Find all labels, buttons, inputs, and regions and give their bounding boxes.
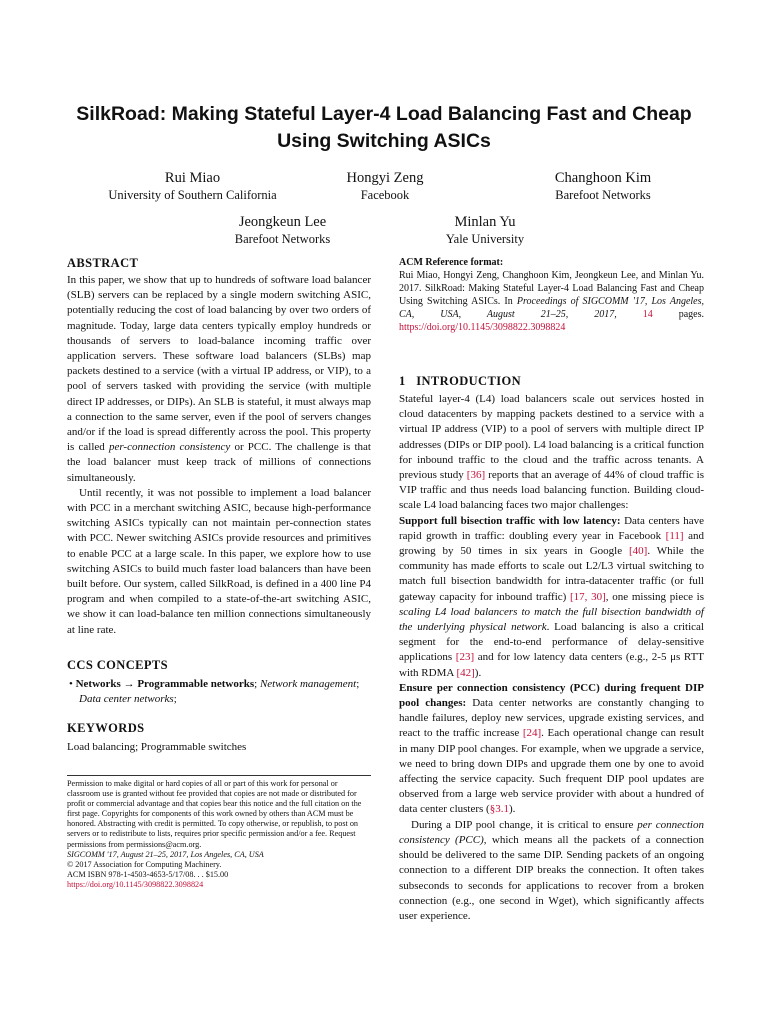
citation-link[interactable]: [23]: [455, 651, 475, 664]
intro-text: . Each operational change can result in many DIP pool changes. For example, when we upgrade a service, we need to bring down DIPs and upgrade them one by one to avoid affecting the service capacity. Such frequent DIP pool updates are observed from a large web service provider with about a hundred of data center clusters (: [399, 727, 705, 816]
intro-text: Data center networks are constantly changing to handle failures, deploy new services, upgrade existing services, and react to the traffic increase: [399, 697, 704, 740]
citation-link[interactable]: [24]: [522, 727, 542, 740]
ccs-separator: ;: [173, 693, 177, 706]
abstract-text: or PCC. The challenge is that the load balancer must keep track of millions of connections simultaneously.: [67, 441, 371, 484]
author-affiliation: Facebook: [360, 188, 410, 202]
author-block: [518, 170, 688, 204]
intro-emphasis: per connection consistency (PCC): [399, 818, 704, 846]
intro-text: and for low latency data centers (e.g., 2-5 μs RTT with RDMA: [399, 651, 705, 679]
reference-format-title: ACM Reference format:: [399, 257, 504, 268]
reference-format-heading: [399, 256, 704, 269]
citation-link[interactable]: [40]: [629, 545, 648, 558]
citation-link[interactable]: [36]: [466, 469, 486, 482]
intro-text: reports that an average of 44% of cloud traffic is VIP traffic and thus needs load balancing function. Building cloud-scale L4 load balancing faces two major challenges:: [399, 469, 704, 512]
author-block: [405, 214, 565, 248]
intro-text: Data centers have rapid growth in traffic: doubling every year in Facebook: [399, 514, 704, 542]
footnote-rule: [67, 775, 371, 776]
page-count-link[interactable]: 14: [642, 309, 653, 321]
introduction-heading: 1 INTRODUCTION: [399, 374, 522, 388]
intro-text: and growing by 50 times in six years in Google: [399, 529, 704, 558]
author-name: Changhoon Kim: [554, 170, 652, 186]
abstract-section: [67, 255, 371, 638]
author-name: Hongyi Zeng: [346, 170, 424, 186]
citation-link[interactable]: [11]: [665, 529, 684, 542]
paper-title: SilkRoad: Making Stateful Layer-4 Load Balancing Fast and Cheap Using Switching ASICs: [76, 103, 692, 152]
abstract-heading: ABSTRACT: [67, 256, 139, 270]
reference-format-text: [399, 269, 704, 334]
copyright-line: © 2017 Association for Computing Machinery.: [67, 859, 222, 869]
intro-text: Stateful layer-4 (L4) load balancers scale out services hosted in cloud datacenters by mapping packets destined to a service with a virtual IP address (VIP) to a pool of servers with multiple direct IP addresses (DIPs or DIP pool). L4 load balancing is a critical function for inbound traffic to the cloud and the traffic across tenants. A previous study: [399, 393, 704, 482]
abstract-paragraph: Until recently, it was not possible to implement a load balancer with PCC in a merchant switching ASIC, because high-performance switching ASICs typically can not maintain per-connection states with PCC. Newer switching ASICs provide resources and primitives to enable PCC at a large scale. In this paper, we explore how to use switching ASICs to build much faster load balancers than have been built before. Our system, called SilkRoad, is defined in a 400 line P4 program and when compiled to a state-of-the-art switching ASIC, we show it can load-balance ten million connections simultaneously at line rate.: [67, 486, 371, 636]
ccs-concept: Network management: [259, 678, 357, 690]
author-block: [200, 214, 365, 248]
intro-paragraph: [399, 514, 704, 681]
isbn-line: ACM ISBN 978-1-4503-4653-5/17/08. . . $15.00: [67, 869, 229, 879]
author-name: Jeongkeun Lee: [238, 214, 327, 230]
intro-paragraph: [399, 392, 704, 514]
author-block: [310, 170, 460, 204]
ccs-concept: Networks → Programmable networks: [75, 678, 255, 690]
intro-text: ).: [508, 803, 516, 816]
section-link[interactable]: §3.1: [489, 803, 509, 816]
intro-text: , one missing piece is: [605, 590, 704, 603]
ccs-item: [67, 677, 371, 707]
intro-paragraph: [399, 818, 704, 924]
ccs-concept: Data center networks: [79, 693, 174, 706]
intro-text: . While the community has made efforts to scale out L2/L3 virtual switching to match full bisection bandwidth for intra-datacenter traffic (or full gateway capacity for inbound traffic): [399, 545, 704, 603]
citation-link[interactable]: [17, 30]: [570, 590, 606, 603]
abstract-text: In this paper, we show that up to hundreds of software load balancer (SLB) servers can be replaced by a single modern switching ASIC, potentially reducing the cost of load balancing by over two orders of magnitude. Today, large data centers typically employ hundreds or thousands of servers to load-balance incoming traffic over application servers. These software load balancers (SLBs) map packets destined to a service (with a virtual IP address, or VIP), to a pool of servers tasked with providing the service (with multiple direct IP addresses, or DIPs). An SLB is stateful, it must always map a connection to the same server, even if the pool of servers changes and/or if the load is spread differently across the pool. This property is called: [67, 274, 371, 454]
introduction-section: [399, 373, 704, 924]
keywords-text: Load balancing; Programmable switches: [67, 741, 247, 753]
author-affiliation: Barefoot Networks: [234, 232, 331, 246]
permission-block: [67, 779, 371, 890]
abstract-paragraph: [67, 273, 371, 486]
author-block: [100, 170, 285, 204]
ccs-separator: ;: [254, 678, 260, 690]
author-affiliation: University of Southern California: [108, 188, 277, 202]
intro-emphasis: scaling L4 load balancers to match the full bisection bandwidth of the underlying physical network: [399, 605, 704, 634]
doi-link[interactable]: https://doi.org/10.1145/3098822.3098824: [67, 879, 204, 889]
reference-format-section: [399, 256, 704, 335]
paragraph-lead: Support full bisection traffic with low latency:: [399, 514, 621, 527]
reference-doi-link[interactable]: https://doi.org/10.1145/3098822.3098824: [399, 322, 566, 334]
doi-line: [67, 880, 371, 890]
paragraph-lead: Ensure per connection consistency (PCC) during frequent DIP pool changes:: [399, 681, 704, 710]
ccs-heading: CCS CONCEPTS: [67, 658, 168, 672]
permission-text: Permission to make digital or hard copies of all or part of this work for personal or classroom use is granted without fee provided that copies are not made or distributed for profit or commercial advantage and that copies bear this notice and the full citation on the first page. Copyrights for components of this work owned by others than ACM must be honored. Abstracting with credit is permitted. To copy otherwise, or republish, to post on servers or to redistribute to lists, requires prior specific permission and/or a fee. Request permissions from permissions@acm.org.: [67, 779, 362, 849]
bullet-marker: •: [69, 678, 73, 690]
intro-text: ).: [474, 666, 482, 679]
venue-text: SIGCOMM '17, August 21–25, 2017, Los Angeles, CA, USA: [67, 849, 264, 859]
venue-line: [67, 850, 371, 860]
intro-text: During a DIP pool change, it is critical to ensure: [411, 818, 638, 831]
ccs-section: [67, 657, 371, 707]
keywords-heading: KEYWORDS: [67, 721, 145, 735]
reference-text: pages.: [652, 309, 704, 321]
citation-link[interactable]: [42]: [456, 666, 475, 679]
reference-text: Rui Miao, Hongyi Zeng, Changhoon Kim, Jeongkeun Lee, and Minlan Yu. 2017. SilkRoad: Making Stateful Layer-4 Load Balancing Fast and Cheap Using Switching ASICs. In: [399, 270, 704, 308]
keywords-section: [67, 720, 371, 755]
reference-proceedings: Proceedings of SIGCOMM '17, Los Angeles, CA, USA, August 21–25, 2017,: [399, 296, 705, 321]
author-name: Rui Miao: [164, 170, 221, 186]
intro-paragraph: [399, 681, 704, 818]
author-name: Minlan Yu: [454, 214, 516, 230]
intro-text: , which means all the packets of a connection should be delivered to the same DIP. Sending packets of an ongoing connection to a different DIP breaks the connection. It often takes subseconds to seconds for applications to recover from a broken connection (e.g., one second in Wget), which significantly affects user experience.: [399, 833, 704, 922]
ccs-separator: ;: [356, 678, 360, 690]
abstract-emphasis: per-connection consistency: [108, 441, 231, 454]
author-affiliation: Yale University: [445, 232, 525, 246]
intro-text: . Load balancing is also a critical segment for the end-to-end performance of delay-sensitive applications: [399, 621, 704, 664]
author-affiliation: Barefoot Networks: [555, 188, 651, 202]
